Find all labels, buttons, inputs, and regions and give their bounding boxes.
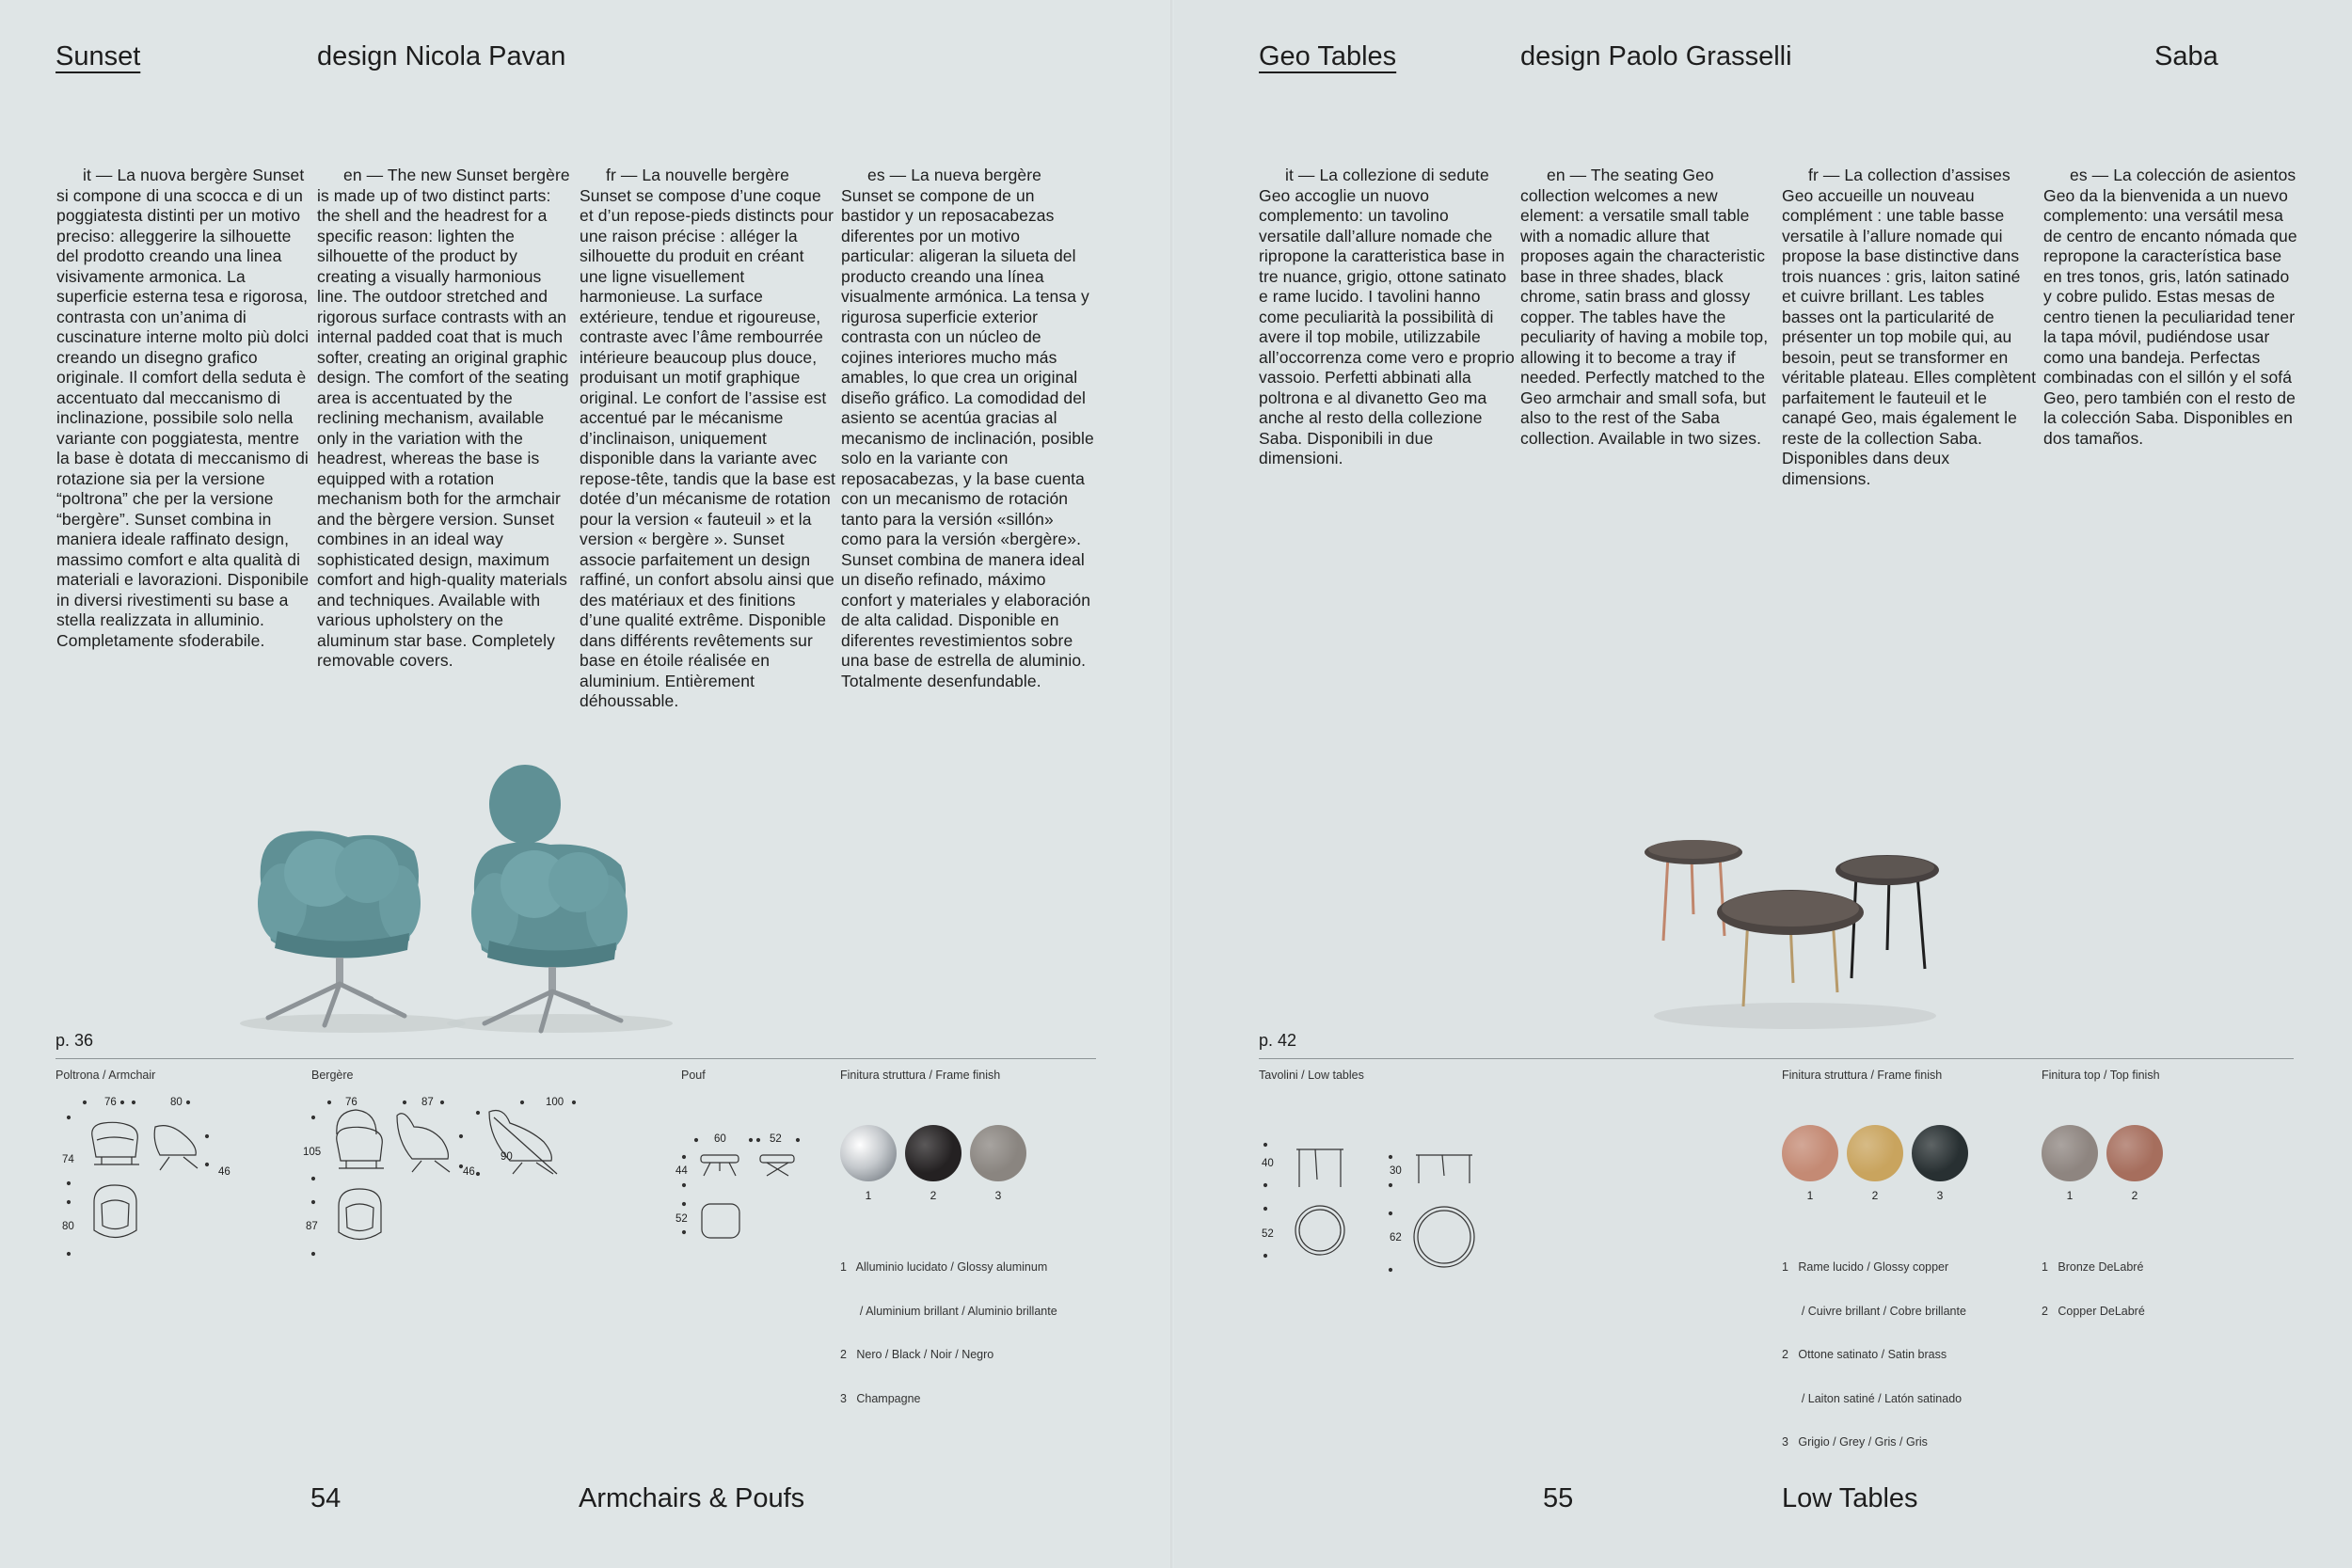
section-title: Low Tables	[1782, 1483, 1918, 1513]
dim-label: 87	[306, 1221, 318, 1232]
dim-label: 46	[218, 1166, 230, 1178]
dim-label: 52	[770, 1133, 782, 1145]
description-fr: fr — La collection d’assises Geo accueille un nouveau complément : une table basse versatile à l’allure nomade qui propose la base distinctive dans trois nuances : gris, laiton satiné et cuivre brillant. Les tables basses ont la particularité de présenter un top mobile qui, au besoin, peut se transformer en véritable plateau. Elles complètent parfaitement le fauteuil et le canapé Geo, mais également le reste de la collection Saba. Disponibles dans deux dimensions.	[1782, 166, 2037, 488]
swatch-number: 3	[1936, 1189, 1944, 1202]
finish-swatch	[2106, 1125, 2163, 1181]
dim-label: 80	[62, 1221, 74, 1232]
finish-swatch	[840, 1125, 897, 1181]
low-tables-label: Tavolini / Low tables	[1259, 1069, 1364, 1082]
designer-credit: design Nicola Pavan	[317, 41, 566, 71]
legend-line: / Laiton satiné / Latón satinado	[1782, 1391, 1963, 1405]
finish-swatch	[1782, 1125, 1838, 1181]
description-it: it — La collezione di sedute Geo accoglie un nuovo complemento: un tavolino versatile dall’allure nomade che ripropone la caratteristica base in tre nuance, grigio, ottone satinato e rame lucido. I tavolini hanno come peculiarità la possibilità di avere il top mobile, utilizzabile all’occorrenza come vero e proprio vassoio. Perfetti abbinati alla poltrona e al divanetto Geo ma anche al resto della collezione Saba. Disponibili in due dimensioni.	[1259, 166, 1515, 467]
finish-swatch	[1847, 1125, 1903, 1181]
dim-label: 76	[104, 1097, 117, 1108]
legend-line: / Aluminium brillant / Aluminio brillante	[840, 1304, 1057, 1318]
swatch-number: 2	[2131, 1189, 2138, 1202]
swatch-number: 2	[1871, 1189, 1879, 1202]
product-title-geo-tables: Geo Tables	[1259, 41, 1397, 71]
geo-tables-photo	[1607, 828, 1964, 1035]
swatch-number: 1	[2066, 1189, 2074, 1202]
description-en: en — The seating Geo collection welcomes a new element: a versatile small table with a nomadic allure that proposes again the characteristic base in three shades, black chrome, satin brass and glossy copper. The tables have the peculiarity of having a mobile top, allowing it to become a tray if needed. Perfectly matched to the Geo armchair and small sofa, but also to the rest of the Saba collection. Available in two sizes.	[1520, 166, 1769, 448]
dim-label: 30	[1390, 1165, 1402, 1177]
collection-name: Saba	[2154, 41, 2218, 71]
description-it: it — La nuova bergère Sunset si compone di una scocca e di un poggiatesta distinti per un motivo preciso: alleggerire la silhouette del prodotto creando una linea visivamente armonica. La superficie esterna tesa e rigorosa, contrasta con un’anima di cuscinature interne molto più dolci creando un disegno grafico originale. Il comfort della seduta è accentuato dal meccanismo di inclinazione, possibile solo nella variante con poggiatesta, mentre la base è dotata di meccanismo di rotazione sia per la versione “poltrona” che per la versione “bergère”. Sunset combina in maniera ideale raffinato design, massimo comfort e alta qualità di materiali e lavorazioni. Disponibile in diversi rivestimenti su base a stella realizzata in alluminio. Completamente sfoderabile.	[56, 166, 310, 650]
finish-swatch	[2042, 1125, 2098, 1181]
legend-line: 3 Grigio / Grey / Gris / Gris	[1782, 1435, 1928, 1449]
dim-label: 90	[501, 1151, 513, 1163]
dim-label: 76	[345, 1097, 358, 1108]
dim-label: 87	[421, 1097, 434, 1108]
bergere-label: Bergère	[311, 1069, 354, 1082]
legend-line: 1 Alluminio lucidato / Glossy aluminum	[840, 1260, 1048, 1274]
swatch-number: 1	[1806, 1189, 1814, 1202]
divider-rule	[56, 1058, 1096, 1059]
legend-line: 2 Ottone satinato / Satin brass	[1782, 1348, 1947, 1361]
product-title-sunset: Sunset	[56, 41, 141, 71]
dim-label: 44	[675, 1165, 688, 1177]
armchair-technical-drawing	[66, 1099, 235, 1259]
page-number: 55	[1543, 1483, 1574, 1513]
dim-label: 52	[1262, 1228, 1274, 1240]
page-reference: p. 36	[56, 1031, 94, 1050]
divider-rule	[1259, 1058, 2294, 1059]
swatch-number: 2	[930, 1189, 937, 1202]
dim-label: 74	[62, 1154, 74, 1165]
frame-finish-label: Finitura struttura / Frame finish	[1782, 1069, 1943, 1082]
finish-swatch	[970, 1125, 1026, 1181]
top-finish-legend	[2042, 1231, 2145, 1348]
dim-label: 105	[303, 1147, 322, 1158]
finish-swatch	[905, 1125, 961, 1181]
legend-line: 1 Bronze DeLabré	[2042, 1260, 2144, 1274]
legend-line: 3 Champagne	[840, 1391, 921, 1405]
page-reference: p. 42	[1259, 1031, 1297, 1050]
page-number: 54	[310, 1483, 342, 1513]
description-en: en — The new Sunset bergère is made up of two distinct parts: the shell and the headrest for a specific reason: lighten the silhouette of the product by creating a visually harmonious line. The outdoor stretched and rigorous surface contrasts with an internal padded coat that is much softer, creating an original graphic design. The comfort of the seating area is accentuated by the reclining mechanism, available only in the variation with the headrest, whereas the base is equipped with a rotation mechanism both for the armchair and the bèrgere version. Sunset combines in an ideal way sophisticated design, maximum comfort and high-quality materials and techniques. Available with various upholstery on the aluminum star base. Completely removable covers.	[317, 166, 570, 670]
sunset-chairs-photo	[226, 762, 668, 1035]
armchair-label: Poltrona / Armchair	[56, 1069, 156, 1082]
description-fr: fr — La nouvelle bergère Sunset se compose d’une coque et d’un repose-pieds distincts pour une raison précise : alléger la silhouette du produit en créant une ligne visuellement harmonieuse. La surface extérieure, tendue et rigoureuse, contraste avec l’âme rembourrée intérieure beaucoup plus douce, produisant un motif graphique original. Le confort de l’assise est accentué par le mécanisme d’inclinaison, uniquement disponible dans la variante avec repose-tête, tandis que la base est dotée d’un mécanisme de rotation pour la version « fauteuil » et la version « bergère ». Sunset associe parfaitement un design raffiné, un confort absolu ainsi que des matériaux et des finitions d’une qualité extrême. Disponible dans différents revêtements sur base en étoile réalisée en aluminium. Entièrement déhoussable.	[580, 166, 836, 710]
low-tables-technical-drawing	[1263, 1138, 1489, 1279]
frame-finish-legend	[840, 1231, 1057, 1435]
dim-label: 40	[1262, 1158, 1274, 1169]
designer-credit: design Paolo Grasselli	[1520, 41, 1792, 71]
description-es: es — La colección de asientos Geo da la bienvenida a un nuevo complemento: una versátil mesa de centro de encanto nómada que repropone la característica base en tres tonos, gris, latón satinado y cobre pulido. Estas mesas de centro tienen la peculiaridad tener la tapa móvil, pudiéndose usar como una bandeja. Perfectas combinadas con el sillón y el sofá Geo, pero también con el resto de la colección Saba. Disponibles en dos tamaños.	[2043, 166, 2297, 448]
swatch-number: 3	[994, 1189, 1002, 1202]
legend-line: / Cuivre brillant / Cobre brillante	[1782, 1304, 1966, 1318]
left-page	[0, 0, 1174, 1568]
frame-finish-legend	[1782, 1231, 1966, 1480]
swatch-number: 1	[865, 1189, 872, 1202]
description-es: es — La nueva bergère Sunset se compone de un bastidor y un reposacabezas diferentes por un motivo particular: aligeran la silueta del producto creando una línea visualmente armónica. La tensa y rigurosa superficie exterior contrasta con un núcleo de cojines interiores mucho más amables, lo que crea un original diseño gráfico. La comodidad del asiento se acentúa gracias al mecanismo de inclinación, posible solo en la variante con reposacabezas, y la base cuenta con un mecanismo de rotación tanto para la versión «sillón» como para la versión «bergère». Sunset combina de manera ideal un diseño refinado, máximo confort y materiales y elaboración de alta calidad. Disponible en diferentes revestimientos sobre una base de estrella de aluminio. Totalmente desenfundable.	[841, 166, 1094, 690]
dim-label: 52	[675, 1213, 688, 1225]
frame-finish-label: Finitura struttura / Frame finish	[840, 1069, 1001, 1082]
pouf-label: Pouf	[681, 1069, 706, 1082]
dim-label: 60	[714, 1133, 726, 1145]
dim-label: 100	[546, 1097, 564, 1108]
top-finish-label: Finitura top / Top finish	[2042, 1069, 2160, 1082]
legend-line: 2 Nero / Black / Noir / Negro	[840, 1348, 994, 1361]
bergere-technical-drawing	[310, 1099, 593, 1259]
legend-line: 1 Rame lucido / Glossy copper	[1782, 1260, 1949, 1274]
finish-swatch	[1912, 1125, 1968, 1181]
dim-label: 80	[170, 1097, 183, 1108]
dim-label: 62	[1390, 1232, 1402, 1243]
right-page	[1174, 0, 2352, 1568]
section-title: Armchairs & Poufs	[579, 1483, 805, 1513]
pouf-technical-drawing	[677, 1133, 809, 1246]
legend-line: 2 Copper DeLabré	[2042, 1304, 2145, 1318]
dim-label: 46	[463, 1166, 475, 1178]
